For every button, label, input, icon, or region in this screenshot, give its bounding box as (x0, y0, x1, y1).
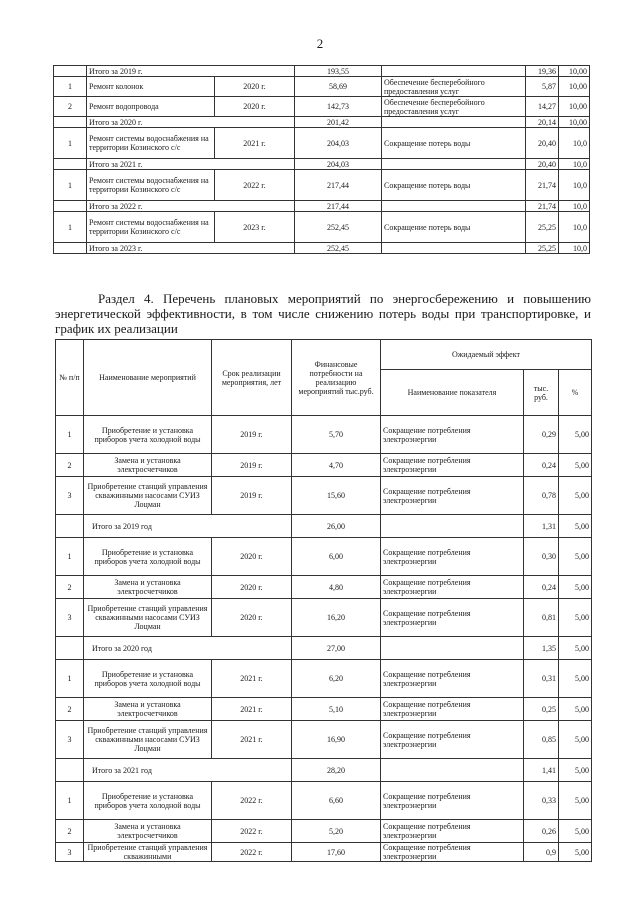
amount-cell: 26,00 (292, 515, 381, 538)
amount-cell: 217,44 (295, 201, 382, 212)
effect-cell (382, 117, 526, 128)
table-row (56, 820, 592, 843)
table-row (56, 660, 592, 698)
row-num-cell: 3 (56, 843, 84, 862)
tys-cell: 21,74 (526, 201, 559, 212)
tys-cell: 20,40 (526, 159, 559, 170)
pct-cell: 5,00 (559, 416, 592, 454)
effect-cell: Сокращение потребления электроэнергии (381, 477, 524, 515)
amount-cell: 16,90 (292, 721, 381, 759)
effect-cell (382, 159, 526, 170)
total-label-cell: Итого за 2023 г. (87, 243, 295, 254)
tys-cell: 0,24 (524, 454, 559, 477)
effect-cell: Сокращение потребления электроэнергии (381, 416, 524, 454)
tys-cell: 1,41 (524, 759, 559, 782)
total-row (56, 515, 592, 538)
pct-cell: 10,0 (559, 201, 590, 212)
page-number: 2 (316, 36, 324, 51)
effect-cell: Сокращение потребления электроэнергии (381, 599, 524, 637)
effect-cell: Сокращение потребления электроэнергии (381, 660, 524, 698)
tys-cell: 20,40 (526, 128, 559, 159)
tys-cell: 0,33 (524, 782, 559, 820)
amount-cell: 193,55 (295, 66, 382, 77)
row-num-cell (56, 515, 84, 538)
effect-cell: Сокращение потребления электроэнергии (381, 782, 524, 820)
row-num-cell (54, 117, 87, 128)
year-cell: 2022 г. (215, 170, 295, 201)
row-num-cell: 1 (56, 416, 84, 454)
name-cell: Замена и установка электросчетчиков (84, 576, 212, 599)
name-cell: Приобретение станций управления скважинными насосами СУИЗ Лоцман (84, 599, 212, 637)
tys-cell: 0,25 (524, 698, 559, 721)
tys-cell: 19,36 (526, 66, 559, 77)
row-num-cell: 1 (54, 170, 87, 201)
amount-cell: 217,44 (295, 170, 382, 201)
name-cell: Ремонт системы водоснабжения на территории Козинского с/с (87, 170, 215, 201)
effect-cell: Сокращение потребления электроэнергии (381, 538, 524, 576)
name-cell: Приобретение станций управления скважинными насосами СУИЗ Лоцман (84, 477, 212, 515)
name-cell: Приобретение станций управления скважинными (84, 843, 212, 862)
effect-cell: Сокращение потребления электроэнергии (381, 698, 524, 721)
total-label-cell: Итого за 2021 г. (87, 159, 295, 170)
amount-cell: 28,20 (292, 759, 381, 782)
row-num-cell: 2 (54, 97, 87, 117)
row-num-cell (54, 159, 87, 170)
amount-cell: 252,45 (295, 243, 382, 254)
table-row (56, 477, 592, 515)
total-row (54, 117, 590, 128)
tys-cell: 0,78 (524, 477, 559, 515)
amount-cell: 17,60 (292, 843, 381, 862)
pct-cell: 10,00 (559, 117, 590, 128)
table-row (54, 212, 590, 243)
col-finance-header: Финансовые потребности на реализацию мероприятий тыс.руб. (292, 340, 381, 416)
amount-cell: 6,20 (292, 660, 381, 698)
pct-cell: 10,0 (559, 170, 590, 201)
year-cell: 2021 г. (215, 128, 295, 159)
table-row (54, 170, 590, 201)
energy-saving-table (55, 339, 592, 862)
row-num-cell: 2 (56, 576, 84, 599)
year-cell: 2020 г. (215, 97, 295, 117)
effect-cell (382, 201, 526, 212)
section-4-title: Раздел 4. Перечень плановых мероприятий по энергосбережению и повышению энергетической эффективности, в том числе снижению потерь воды при транспортировке, и график их реализации (55, 291, 591, 336)
row-num-cell: 1 (54, 77, 87, 97)
table-row (56, 538, 592, 576)
tys-cell: 25,25 (526, 212, 559, 243)
year-cell: 2020 г. (212, 576, 292, 599)
table-row (54, 128, 590, 159)
pct-cell: 10,00 (559, 97, 590, 117)
tys-cell: 0,81 (524, 599, 559, 637)
year-cell: 2020 г. (212, 538, 292, 576)
tys-cell: 1,35 (524, 637, 559, 660)
effect-cell (381, 759, 524, 782)
name-cell: Ремонт колонок (87, 77, 215, 97)
effect-cell (382, 66, 526, 77)
pct-cell: 5,00 (559, 843, 592, 862)
row-num-cell: 1 (56, 538, 84, 576)
table-row (56, 454, 592, 477)
total-row (56, 759, 592, 782)
row-num-cell (54, 201, 87, 212)
table-row (56, 576, 592, 599)
effect-cell: Сокращение потерь воды (382, 212, 526, 243)
table-row (56, 416, 592, 454)
year-cell: 2019 г. (212, 477, 292, 515)
amount-cell: 6,00 (292, 538, 381, 576)
amount-cell: 5,70 (292, 416, 381, 454)
name-cell: Приобретение и установка приборов учета холодной воды (84, 416, 212, 454)
amount-cell: 201,42 (295, 117, 382, 128)
year-cell: 2020 г. (215, 77, 295, 97)
total-label-cell: Итого за 2019 г. (87, 66, 295, 77)
total-row (54, 243, 590, 254)
pct-cell: 5,00 (559, 599, 592, 637)
pct-cell: 10,0 (559, 212, 590, 243)
pct-cell: 5,00 (559, 538, 592, 576)
row-num-cell (54, 243, 87, 254)
name-cell: Ремонт системы водоснабжения на территории Козинского с/с (87, 128, 215, 159)
effect-cell: Сокращение потребления электроэнергии (381, 454, 524, 477)
total-row (56, 637, 592, 660)
total-row (54, 201, 590, 212)
tys-cell: 20,14 (526, 117, 559, 128)
name-cell: Ремонт водопровода (87, 97, 215, 117)
effect-cell: Сокращение потребления электроэнергии (381, 843, 524, 862)
tys-cell: 25,25 (526, 243, 559, 254)
table-row (56, 599, 592, 637)
col-effect-group-header: Ожидаемый эффект (381, 340, 592, 370)
tys-cell: 1,31 (524, 515, 559, 538)
pct-cell: 5,00 (559, 576, 592, 599)
row-num-cell: 2 (56, 454, 84, 477)
year-cell: 2019 г. (212, 454, 292, 477)
effect-cell (381, 515, 524, 538)
tys-cell: 14,27 (526, 97, 559, 117)
amount-cell: 4,80 (292, 576, 381, 599)
tys-cell: 0,30 (524, 538, 559, 576)
pct-cell: 5,00 (559, 454, 592, 477)
name-cell: Приобретение и установка приборов учета холодной воды (84, 660, 212, 698)
effect-cell: Сокращение потерь воды (382, 170, 526, 201)
effect-cell: Обеспечение бесперебойного предоставления услуг (382, 77, 526, 97)
effect-cell: Сокращение потребления электроэнергии (381, 820, 524, 843)
pct-cell: 5,00 (559, 759, 592, 782)
amount-cell: 5,10 (292, 698, 381, 721)
tys-cell: 5,87 (526, 77, 559, 97)
name-cell: Замена и установка электросчетчиков (84, 698, 212, 721)
pct-cell: 5,00 (559, 660, 592, 698)
energy-saving-table-body (56, 416, 592, 862)
pct-cell: 10,0 (559, 128, 590, 159)
pct-cell: 5,00 (559, 721, 592, 759)
effect-cell (381, 637, 524, 660)
name-cell: Приобретение и установка приборов учета холодной воды (84, 538, 212, 576)
pct-cell: 10,0 (559, 243, 590, 254)
amount-cell: 5,20 (292, 820, 381, 843)
tys-cell: 21,74 (526, 170, 559, 201)
col-tys-header: тыс. руб. (524, 370, 559, 416)
table-row (56, 698, 592, 721)
pct-cell: 5,00 (559, 698, 592, 721)
pct-cell: 5,00 (559, 637, 592, 660)
total-row (54, 159, 590, 170)
col-name-header: Наименование мероприятий (84, 340, 212, 416)
year-cell: 2022 г. (212, 782, 292, 820)
effect-cell: Сокращение потерь воды (382, 128, 526, 159)
total-label-cell: Итого за 2020 год (84, 637, 292, 660)
effect-cell: Сокращение потребления электроэнергии (381, 721, 524, 759)
tys-cell: 0,85 (524, 721, 559, 759)
section-4-heading (55, 291, 591, 336)
row-num-cell: 3 (56, 599, 84, 637)
amount-cell: 27,00 (292, 637, 381, 660)
year-cell: 2022 г. (212, 843, 292, 862)
name-cell: Ремонт системы водоснабжения на территории Козинского с/с (87, 212, 215, 243)
name-cell: Приобретение и установка приборов учета холодной воды (84, 782, 212, 820)
row-num-cell: 1 (56, 782, 84, 820)
table-row (54, 97, 590, 117)
pct-cell: 5,00 (559, 515, 592, 538)
col-num-header: № п/п (56, 340, 84, 416)
amount-cell: 4,70 (292, 454, 381, 477)
name-cell: Замена и установка электросчетчиков (84, 820, 212, 843)
amount-cell: 252,45 (295, 212, 382, 243)
row-num-cell (56, 637, 84, 660)
row-num-cell: 1 (56, 660, 84, 698)
year-cell: 2021 г. (212, 698, 292, 721)
amount-cell: 15,60 (292, 477, 381, 515)
pct-cell: 10,00 (559, 77, 590, 97)
row-num-cell (54, 66, 87, 77)
pct-cell: 5,00 (559, 477, 592, 515)
table-row (56, 843, 592, 862)
name-cell: Приобретение станций управления скважинными насосами СУИЗ Лоцман (84, 721, 212, 759)
tys-cell: 0,9 (524, 843, 559, 862)
col-term-header: Срок реализации мероприятия, лет (212, 340, 292, 416)
col-pct-header: % (559, 370, 592, 416)
amount-cell: 204,03 (295, 159, 382, 170)
effect-cell (382, 243, 526, 254)
year-cell: 2022 г. (212, 820, 292, 843)
row-num-cell: 3 (56, 477, 84, 515)
table-row (56, 782, 592, 820)
tys-cell: 0,31 (524, 660, 559, 698)
amount-cell: 204,03 (295, 128, 382, 159)
table-row (54, 77, 590, 97)
pct-cell: 5,00 (559, 782, 592, 820)
amount-cell: 142,73 (295, 97, 382, 117)
pct-cell: 10,00 (559, 66, 590, 77)
year-cell: 2021 г. (212, 660, 292, 698)
row-num-cell: 2 (56, 820, 84, 843)
funding-table-body (54, 66, 590, 254)
name-cell: Замена и установка электросчетчиков (84, 454, 212, 477)
tys-cell: 0,26 (524, 820, 559, 843)
total-label-cell: Итого за 2021 год (84, 759, 292, 782)
amount-cell: 16,20 (292, 599, 381, 637)
year-cell: 2023 г. (215, 212, 295, 243)
row-num-cell: 1 (54, 212, 87, 243)
funding-table-continued (53, 65, 590, 254)
tys-cell: 0,24 (524, 576, 559, 599)
row-num-cell (56, 759, 84, 782)
total-label-cell: Итого за 2019 год (84, 515, 292, 538)
total-row (54, 66, 590, 77)
col-indicator-header: Наименование показателя (381, 370, 524, 416)
table-row (56, 721, 592, 759)
tys-cell: 0,29 (524, 416, 559, 454)
effect-cell: Сокращение потребления электроэнергии (381, 576, 524, 599)
year-cell: 2019 г. (212, 416, 292, 454)
year-cell: 2020 г. (212, 599, 292, 637)
pct-cell: 10,0 (559, 159, 590, 170)
amount-cell: 58,69 (295, 77, 382, 97)
amount-cell: 6,60 (292, 782, 381, 820)
total-label-cell: Итого за 2022 г. (87, 201, 295, 212)
effect-cell: Обеспечение бесперебойного предоставления услуг (382, 97, 526, 117)
row-num-cell: 2 (56, 698, 84, 721)
row-num-cell: 3 (56, 721, 84, 759)
row-num-cell: 1 (54, 128, 87, 159)
total-label-cell: Итого за 2020 г. (87, 117, 295, 128)
pct-cell: 5,00 (559, 820, 592, 843)
year-cell: 2021 г. (212, 721, 292, 759)
